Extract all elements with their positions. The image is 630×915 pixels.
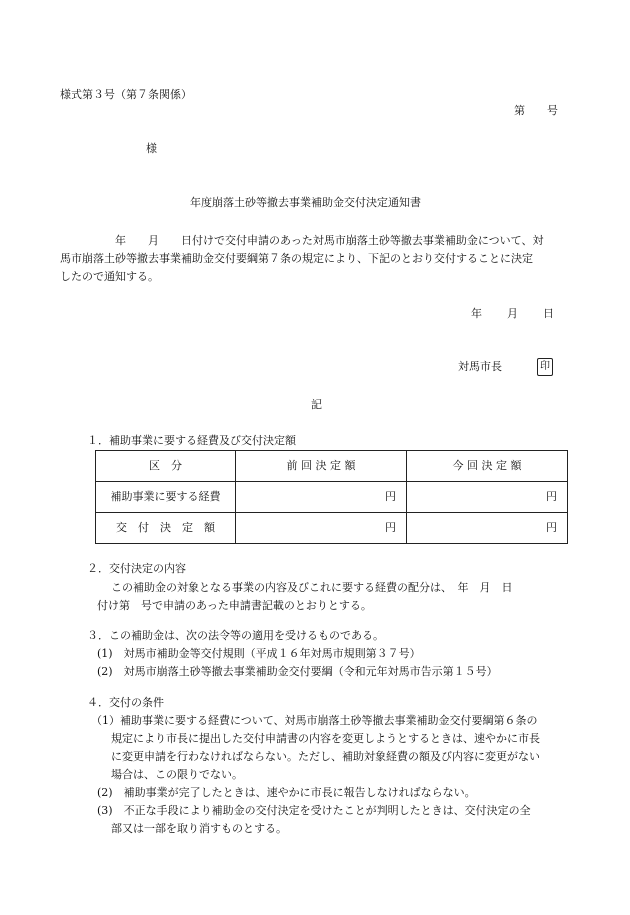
cell-current-yen: 円 [407,482,568,513]
section4-line: 場合は、この限りでない。 [111,768,243,781]
section4-line: (3) 不正な手段により補助金の交付決定を受けたことが判明したときは、交付決定の全 [97,804,531,817]
row-label: 交 付 決 定 額 [96,513,236,544]
addressee-label: 様 [146,142,157,155]
cell-previous-yen: 円 [236,513,407,544]
section4-line: 部又は一部を取り消すものとする。 [111,822,287,835]
table-row [96,482,568,513]
document-title: 年度崩落土砂等撤去事業補助金交付決定通知書 [190,196,421,209]
seal-mark: 印 [537,358,553,376]
section3-item: (2) 対馬市崩落土砂等撤去事業補助金交付要綱（令和元年対馬市告示第１５号） [97,665,498,678]
section2-line: この補助金の対象となる事業の内容及びこれに要する経費の配分は、 年 月 日 [111,581,513,594]
intro-line: したので通知する。 [60,270,159,283]
document-number: 第 号 [514,104,558,117]
cell-current-yen: 円 [407,513,568,544]
section4-line: （1）補助事業に要する経費について、対馬市崩落土砂等撤去事業補助金交付要綱第６条の [91,714,538,727]
table-header-row [96,451,568,482]
issuer-block [458,358,553,376]
ki-heading: 記 [311,398,322,411]
issuer-name: 対馬市長 [458,360,502,373]
table-row [96,513,568,544]
section3-item: (1) 対馬市補助金等交付規則（平成１６年対馬市規則第３７号） [97,647,421,660]
row-label: 補助事業に要する経費 [96,482,236,513]
section4-heading: ４．交付の条件 [87,696,164,709]
section3-heading: ３．この補助金は、次の法令等の適用を受けるものである。 [87,629,384,642]
form-number: 様式第３号（第７条関係） [60,88,192,101]
section2-heading: ２．交付決定の内容 [87,562,186,575]
section2-line: 付け第 号で申請のあった申請書記載のとおりとする。 [97,599,372,612]
section4-line: に変更申請を行わなければならない。ただし、補助対象経費の額及び内容に変更がない [111,750,540,763]
intro-paragraph [60,232,582,286]
section1-heading: １．補助事業に要する経費及び交付決定額 [87,434,296,447]
header-category: 区 分 [96,451,236,482]
section4-line: 規定により市長に提出した交付申請書の内容を変更しようとするときは、速やかに市長 [111,732,540,745]
header-current-amount: 今 回 決 定 額 [407,451,568,482]
cell-previous-yen: 円 [236,482,407,513]
date-line: 年 月 日 [471,307,555,320]
header-previous-amount: 前 回 決 定 額 [236,451,407,482]
amount-table [95,450,568,544]
intro-line: 年 月 日付けで交付申請のあった対馬市崩落土砂等撤去事業補助金について、対 [60,234,544,247]
intro-line: 馬市崩落土砂等撤去事業補助金交付要綱第７条の規定により、下記のとおり交付することに決定 [60,252,533,265]
section4-line: (2) 補助事業が完了したときは、速やかに市長に報告しなければならない。 [97,786,476,799]
